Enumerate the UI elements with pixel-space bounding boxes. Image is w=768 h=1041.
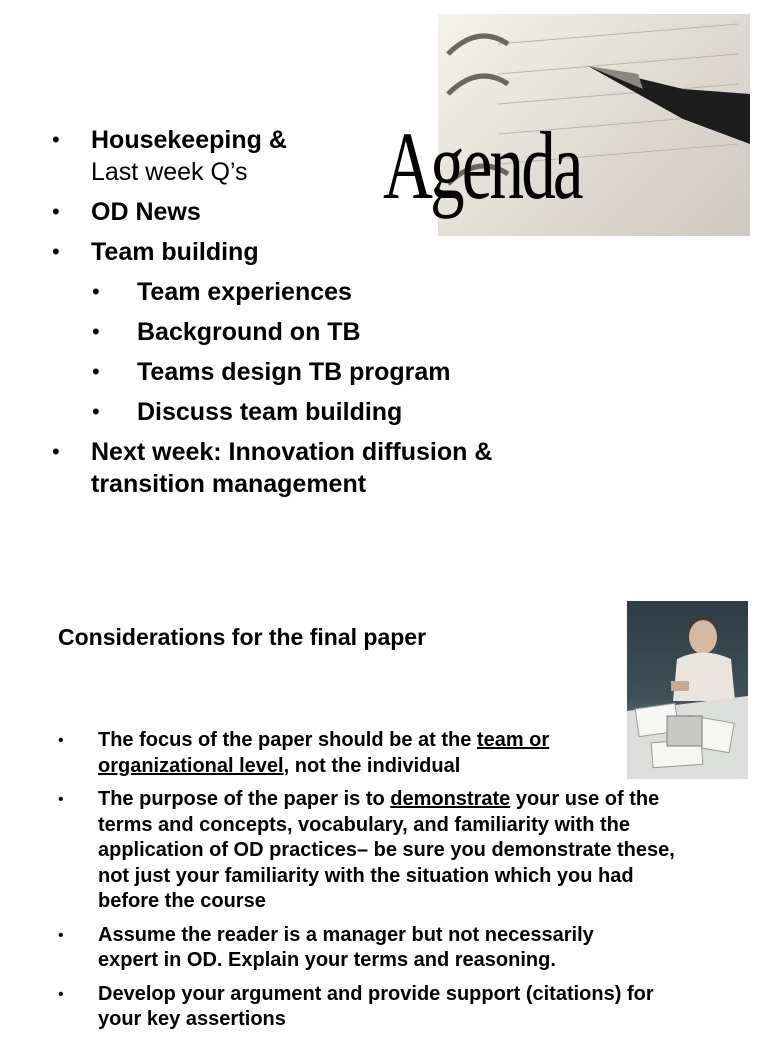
list-item: • Housekeeping & Last week Q’s bbox=[0, 124, 560, 188]
agenda-slide bbox=[0, 0, 768, 520]
agenda-list bbox=[0, 124, 560, 508]
list-item: • The purpose of the paper is to demonstrate your use of the terms and concepts, vocabulary, and familiarity with the application of OD practices– be sure you demonstrate these, not just your familiarity with the situation which you had before the course bbox=[58, 788, 675, 912]
list-item: • Develop your argument and provide support (citations) for your key assertions bbox=[58, 982, 654, 1030]
list-item: • Next week: Innovation diffusion & transition management bbox=[52, 438, 493, 498]
list-item: • OD News bbox=[52, 198, 201, 226]
list-item-note: Last week Q’s bbox=[91, 158, 248, 186]
agenda-title: Agenda bbox=[383, 112, 581, 219]
considerations-slide bbox=[0, 590, 768, 1030]
slide-title: Considerations for the final paper bbox=[58, 624, 427, 650]
list-item: • Assume the reader is a manager but not necessarily expert in OD. Explain your terms and reasoning. bbox=[58, 923, 594, 971]
list-item: • Team experiences bbox=[92, 278, 352, 306]
considerations-list bbox=[0, 728, 700, 1041]
list-item: • Team building bbox=[52, 238, 259, 266]
list-item: • The focus of the paper should be at the team or organizational level, not the individual bbox=[58, 729, 550, 777]
list-item: • Background on TB bbox=[92, 318, 361, 346]
list-item: • Discuss team building bbox=[92, 398, 403, 426]
list-item: • Teams design TB program bbox=[92, 358, 451, 386]
